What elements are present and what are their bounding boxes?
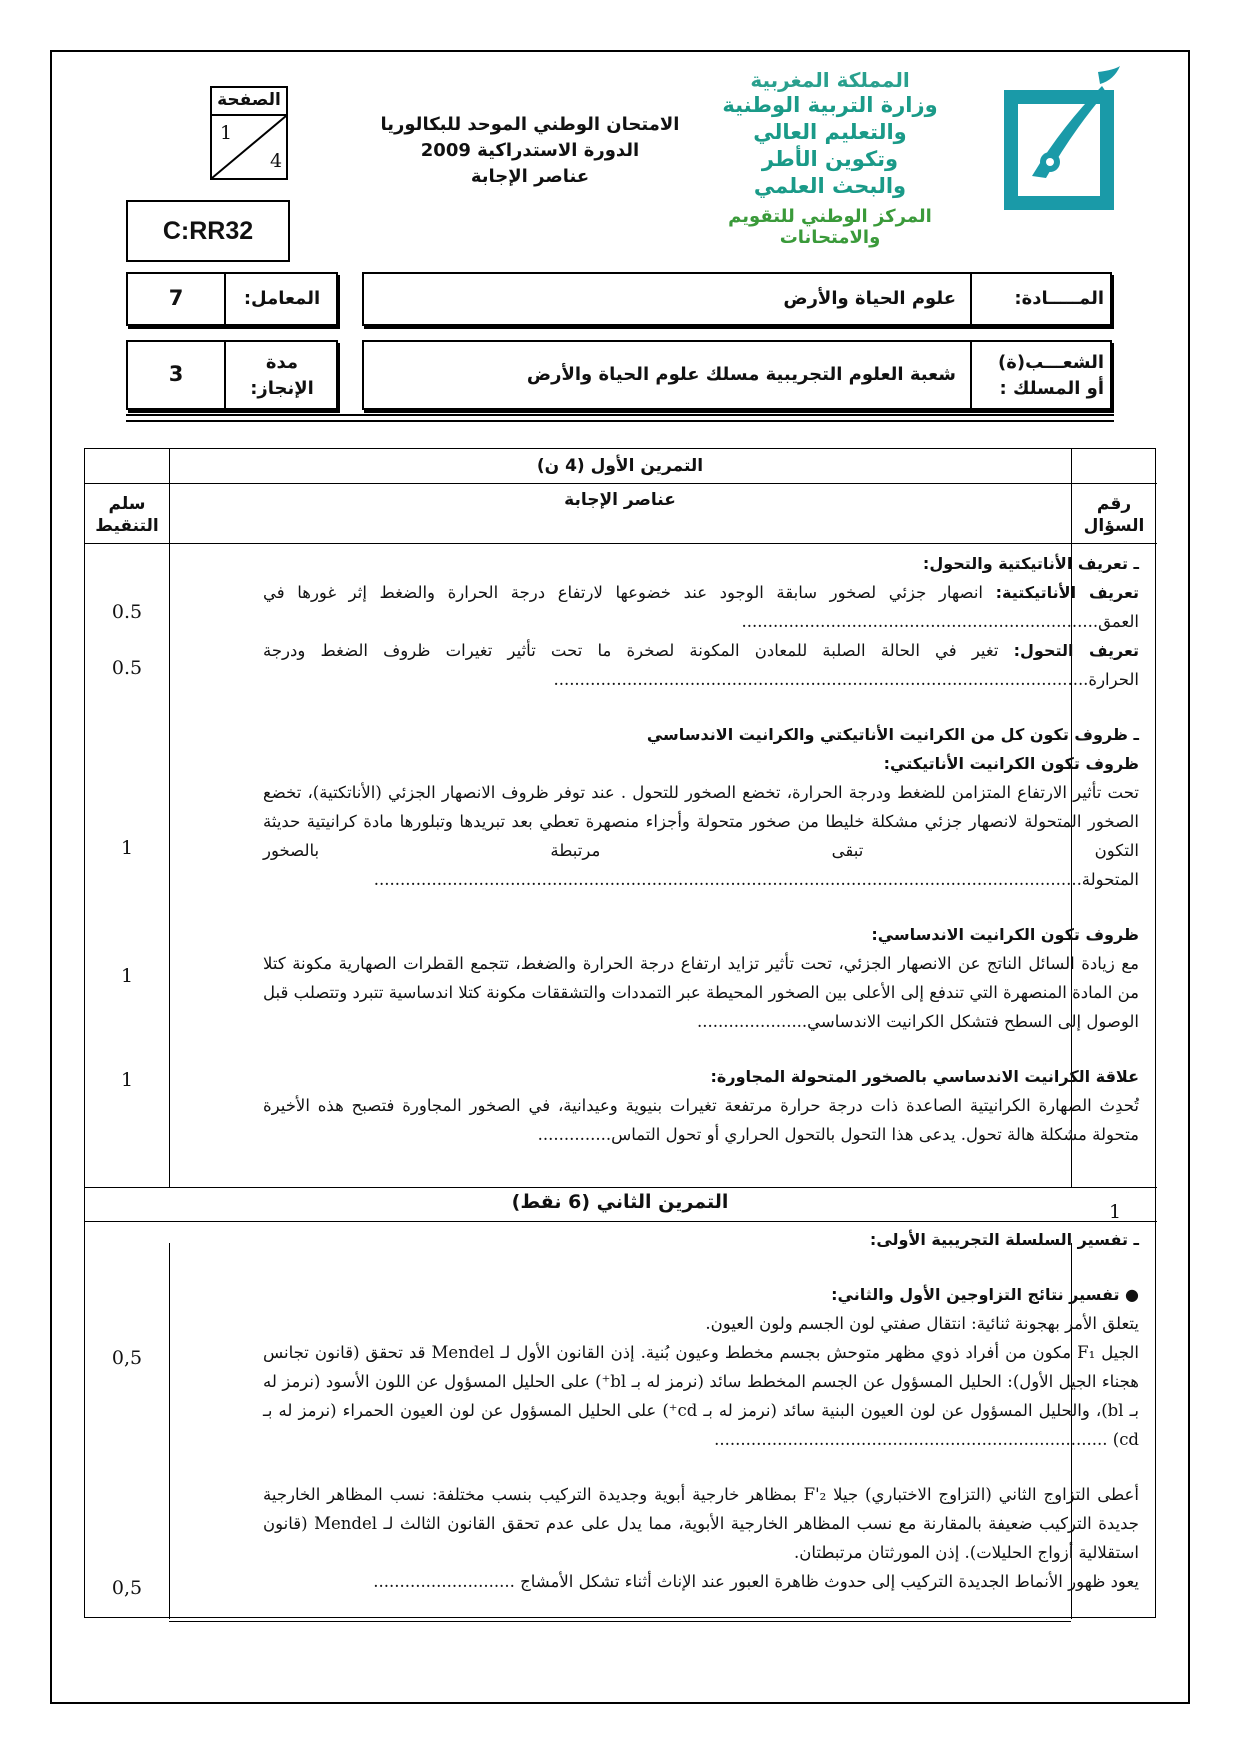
ex1-heading-definitions: ـ تعريف الأناتيكتية والتحول: [922,554,1139,573]
score-metamorphism: 0.5 [111,657,143,679]
branch-label [976,350,1104,402]
answers-table [84,448,1156,1618]
exercise-1-title: التمرين الأول (4 ن) [536,456,704,476]
subject-value: علوم الحياة والأرض [783,288,956,309]
ex2-paragraph-2: الجيل F₁ مكون من أفراد ذوي مظهر متوحش بجسم مخطط وعيون بُنية. إذن القانون الأول لـ Mendel قد تحقق (قانون تجانس هجناء الجيل الأول): الحليل المسؤول عن الجسم المخطط سائد (نرمز له بـ bl⁺) على الحليل المسؤول عن اللون الأسود (نرمز له بـ bl)، والحليل المسؤول عن لون العيون البنية سائد (نرمز له بـ cd⁺) على الحليل المسؤول عن لون العيون الحمراء (نرمز له بـ cd) ........................................................................... [263,1343,1139,1449]
page-total: 4 [270,150,283,172]
exam-code: C:RR32 [126,200,290,262]
score-anatexis: 0.5 [111,601,143,623]
answers-column-header: عناصر الإجابة [564,490,676,510]
duration-label [232,350,332,402]
duration-value: 3 [168,362,184,386]
ex1-anatexis-definition [263,578,1139,636]
score-ex2-part-b: 0,5 [111,1577,143,1599]
score-anatectic-granite: 1 [120,837,134,859]
ex1-intrusive-title: ظروف تكون الكرانيت الاندساسي: [871,925,1139,944]
coefficient-box [126,272,338,326]
score-ex2-part-a: 0,5 [111,1347,143,1369]
branch-box [362,340,1112,410]
ministry-line-4: وتكوين الأطر [761,147,899,171]
branch-label-line-1: الشعـــب(ة) [998,352,1104,373]
page-label: الصفحة [212,88,286,116]
ex2-bullet-text: تفسير نتائج التزاوجين الأول والثاني: [831,1285,1120,1304]
subject-box [362,272,1112,326]
ex1-relation-title: علاقة الكرانيت الاندساسي بالصخور المتحولة المجاورة: [710,1067,1139,1086]
title-line-1: الامتحان الوطني الموحد للبكالوريا [380,114,680,135]
ministry-heading [680,68,980,248]
ex2-bullet-heading: ● تفسير نتائج التزاوجين الأول والثاني: [831,1285,1139,1304]
branch-value: شعبة العلوم التجريبية مسلك علوم الحياة والأرض [526,364,956,385]
ex2-heading: ـ تفسير السلسلة التجريبية الأولى: [869,1230,1139,1249]
ministry-line-1: المملكة المغربية [750,68,910,92]
page-number-box [210,86,288,180]
duration-box [126,340,338,410]
exercise-2-title: التمرين الثاني (6 نقط) [511,1191,729,1213]
ex1-metamorphism-term: تعريف التحول: [1013,641,1140,660]
branch-label-line-2: أو المسلك : [999,378,1104,399]
ministry-logo-icon [1002,66,1122,226]
ex1-metamorphism-text: تغير في الحالة الصلبة للمعادن المكونة لصخرة ما تحت تأثير تغيرات ظروف الضغط ودرجة الحرارة...................................................................................................... [263,641,1139,689]
ex2-paragraph-1: يتعلق الأمر بهجونة ثنائية: انتقال صفتي لون الجسم ولون العيون. [705,1314,1139,1333]
ex1-metamorphism-definition [263,636,1139,694]
duration-label-line-1: مدة [265,352,299,373]
ex2-paragraph-4: يعود ظهور الأنماط الجديدة التركيب إلى حدوث ظاهرة العبور عند الإناث أثناء تشكل الأمشاج ........................... [373,1572,1139,1591]
ministry-line-2: وزارة التربية الوطنية [722,93,938,117]
question-number-ex2: 1 [1108,1201,1122,1223]
coefficient-value: 7 [168,286,184,310]
title-line-2: الدورة الاستدراكية 2009 [420,140,640,161]
ex2-paragraph-3: أعطى التزاوج الثاني (التزاوج الاختباري) جيلا F'₂ بمظاهر خارجية أبوية وجديدة التركيب بنسب مختلفة: نسب المظاهر الخارجية جديدة التركيب ضعيفة بالمقارنة مع نسب المظاهر الخارجية الأبوية، مما يدل على عدم تحقق القانون الثالث لـ Mendel (قانون استقلالية أزواج الحليلات). إذن المورثتان مرتبطتان. [263,1485,1139,1562]
evaluation-center: المركز الوطني للتقويم والامتحانات [728,206,932,248]
exercise-2-content [263,1225,1139,1596]
ex1-anatectic-title: ظروف تكون الكرانيت الأناتيكتي: [883,754,1139,773]
exercise-1-content [263,549,1139,1149]
ex1-anatexis-text: انصهار جزئي لصخور سابقة الوجود عند خضوعها لارتفاع درجة الحرارة والضغط إثر غورها في العمق.................................................................... [263,583,1139,631]
ex1-heading-conditions: ـ ظروف تكون كل من الكرانيت الأناتيكتي والكرانيت الاندساسي [646,725,1139,744]
score-column-header: سلم التنقيط [95,494,159,536]
page-current: 1 [220,122,233,144]
ministry-line-3: والتعليم العالي [753,120,907,144]
header-separator [126,414,1114,416]
ex1-anatectic-text: تحت تأثير الارتفاع المتزامن للضغط ودرجة الحرارة، تخضع الصخور للتحول . عند توفر ظروف الانصهار الجزئي (الأناتكتية)، تخضع الصخور المتحولة لانصهار جزئي مشكلة خليطا من صخور متحولة وأجزاء منصهرة تعطي بعد تبريدها وتبلورها مادة كرانيتية حديثة التكون تبقى مرتبطة بالصخور المتحولة....................................................................................................................................... [263,783,1139,889]
header-separator-2 [126,420,1114,422]
question-number-header: رقم السؤال [1083,494,1145,536]
score-contact-relation: 1 [120,1069,134,1091]
subject-label: المـــــادة: [1014,288,1104,309]
ex1-anatexis-term: تعريف الأناتيكتية: [995,583,1140,602]
ex1-relation-text: تُحدِث الصهارة الكرانيتية الصاعدة ذات درجة حرارة مرتفعة تغيرات بنيوية وعيدانية، في الصخور المجاورة فتصبح هذه الأخيرة متحولة مشكلة هالة تحول. يدعى هذا التحول بالتحول الحراري أو تحول التماس.............. [263,1096,1139,1144]
duration-label-line-2: الإنجاز: [250,378,314,399]
ex1-intrusive-text: مع زيادة السائل الناتج عن الانصهار الجزئي، تحت تأثير تزايد ارتفاع درجة الحرارة والضغط، تتجمع القطرات الصهارية مكونة كتلا من المادة المنصهرة التي تندفع إلى الأعلى بين الصخور المحيطة عبر التمددات والتشققات مكونة كتلا اندساسية تتبرد وتتصلب قبل الوصول إلى السطح فتشكل الكرانيت الاندساسي..................... [263,954,1139,1031]
score-intrusive-granite: 1 [120,965,134,987]
coefficient-label: المعامل: [243,288,321,309]
ministry-line-5: والبحث العلمي [753,174,907,198]
exam-titles [360,112,700,190]
title-line-3: عناصر الإجابة [470,166,590,187]
